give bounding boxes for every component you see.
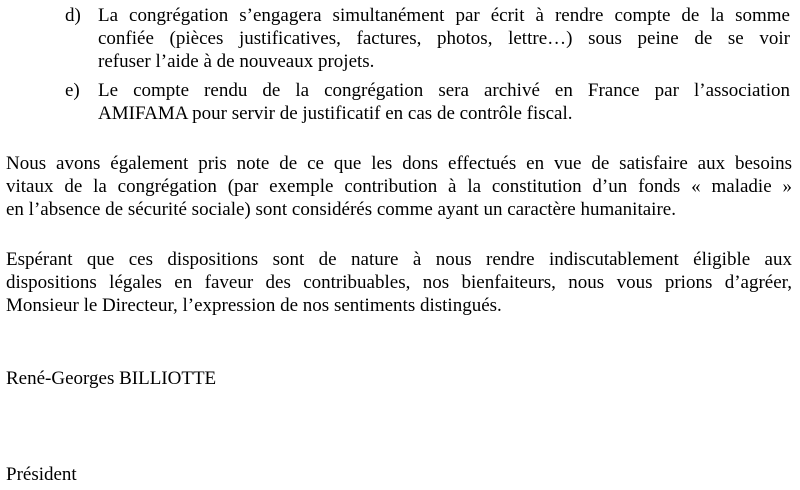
- list-marker-e: e): [65, 80, 80, 101]
- text-line: confiée (pièces justificatives, factures, photos, lettre…) sous peine de se voir: [98, 28, 790, 49]
- list-item-d-text: [98, 4, 790, 73]
- text-line: Monsieur le Directeur, l’expression de nos sentiments distingués.: [6, 295, 502, 316]
- signature-title: Président: [6, 464, 77, 485]
- signature-name: René-Georges BILLIOTTE: [6, 368, 217, 389]
- text-line: en l’absence de sécurité sociale) sont considérés comme ayant un caractère humanitaire.: [6, 199, 676, 220]
- text-line: Le compte rendu de la congrégation sera archivé en France par l’association: [98, 80, 790, 101]
- text-line: Espérant que ces dispositions sont de nature à nous rendre indiscutablement éligible aux: [6, 249, 792, 270]
- paragraph-dons: [6, 152, 792, 221]
- text-line: refuser l’aide à de nouveaux projets.: [98, 51, 375, 72]
- text-line: La congrégation s’engagera simultanément par écrit à rendre compte de la somme: [98, 5, 790, 26]
- text-line: vitaux de la congrégation (par exemple contribution à la constitution d’un fonds « maladie »: [6, 176, 792, 197]
- list-marker-d: d): [65, 5, 81, 26]
- text-line: AMIFAMA pour servir de justificatif en cas de contrôle fiscal.: [98, 103, 573, 124]
- list-item-e-text: [98, 79, 790, 125]
- text-line: dispositions légales en faveur des contribuables, nos bienfaiteurs, nous vous prions d’agréer,: [6, 272, 792, 293]
- text-line: Nous avons également pris note de ce que les dons effectués en vue de satisfaire aux besoins: [6, 153, 792, 174]
- paragraph-closing: [6, 248, 792, 317]
